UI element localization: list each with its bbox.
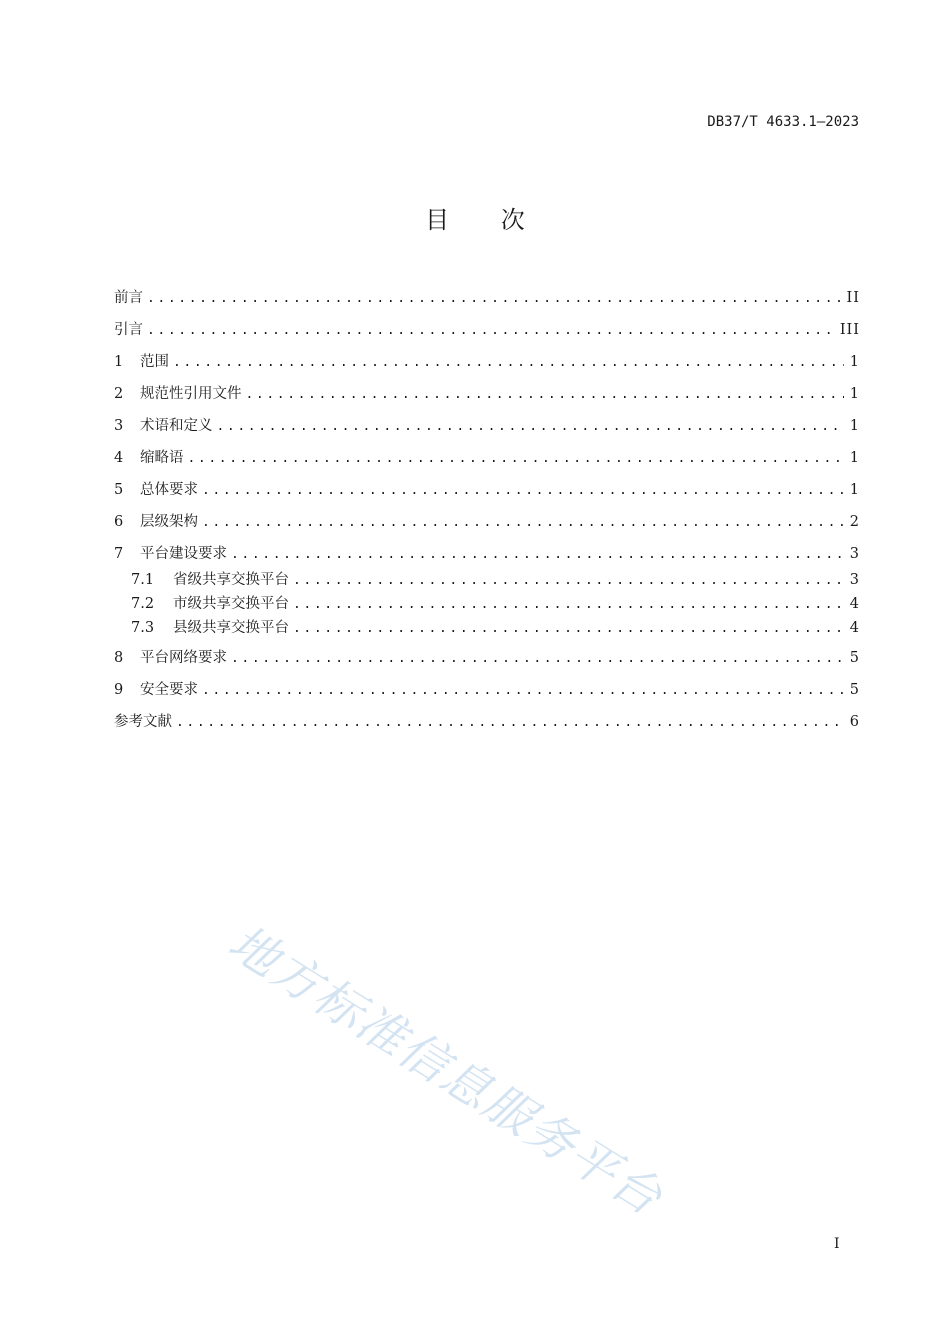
toc-leader-dots: [293, 597, 844, 612]
toc-entry-page: 4: [849, 596, 860, 612]
page-number: I: [834, 1236, 840, 1252]
toc-entry-7-1[interactable]: [131, 568, 860, 590]
toc-entry-number: 3: [114, 418, 124, 434]
toc-entry-label: 平台网络要求: [140, 650, 227, 666]
toc-entry-page: 3: [849, 572, 860, 588]
toc-entry-page: 1: [849, 386, 860, 402]
toc-title: 目 次: [425, 206, 547, 234]
toc-leader-dots: [202, 515, 844, 530]
toc-entry-page: III: [839, 322, 860, 338]
toc-entry-label: 范围: [140, 354, 169, 370]
toc-entry-6[interactable]: [114, 510, 860, 532]
toc-entry-number: 2: [114, 386, 124, 402]
toc-entry-number: 7.1: [131, 572, 155, 588]
toc-entry-page: 5: [849, 682, 860, 698]
toc-entry-number: 8: [114, 650, 124, 666]
toc-entry-page: 2: [849, 514, 860, 530]
toc-entry-page: 1: [849, 482, 860, 498]
toc-entry-label: 市级共享交换平台: [173, 596, 289, 612]
toc-entry-bibliography[interactable]: [114, 710, 860, 732]
toc-entry-number: 1: [114, 354, 124, 370]
toc-entry-label: 缩略语: [140, 450, 184, 466]
toc-entry-page: II: [846, 290, 860, 306]
toc-entry-number: 7.2: [131, 596, 155, 612]
toc-entry-page: 4: [849, 620, 860, 636]
toc-entry-number: 9: [114, 682, 124, 698]
toc-entry-5[interactable]: [114, 478, 860, 500]
toc-entry-9[interactable]: [114, 678, 860, 700]
toc-entry-1[interactable]: [114, 350, 860, 372]
toc-entry-page: 1: [849, 450, 860, 466]
toc-leader-dots: [176, 715, 844, 730]
toc-entry-label: 引言: [114, 322, 143, 338]
watermark: 地方标准信息服务平台: [218, 914, 673, 1228]
toc-entry-2[interactable]: [114, 382, 860, 404]
toc-entry-7-2[interactable]: [131, 592, 860, 614]
document-code: DB37/T 4633.1—2023: [707, 114, 859, 130]
toc-entry-number: 7: [114, 546, 124, 562]
toc-entry-8[interactable]: [114, 646, 860, 668]
toc-entry-label: 层级架构: [140, 514, 198, 530]
toc-entry-number: 4: [114, 450, 124, 466]
toc-entry-page: 5: [849, 650, 860, 666]
toc-entry-label: 术语和定义: [140, 418, 213, 434]
toc-entry-label: 参考文献: [114, 714, 172, 730]
toc-leader-dots: [147, 323, 834, 338]
toc-leader-dots: [293, 573, 844, 588]
toc-leader-dots: [231, 651, 844, 666]
toc-entry-page: 3: [849, 546, 860, 562]
toc-leader-dots: [217, 419, 844, 434]
toc-leader-dots: [202, 683, 844, 698]
toc-entry-label: 规范性引用文件: [140, 386, 242, 402]
toc-entry-number: 5: [114, 482, 124, 498]
toc-entry-label: 省级共享交换平台: [173, 572, 289, 588]
toc-leader-dots: [246, 387, 844, 402]
toc-entry-7[interactable]: [114, 542, 860, 564]
toc-leader-dots: [293, 621, 844, 636]
toc-entry-3[interactable]: [114, 414, 860, 436]
toc-entry-7-3[interactable]: [131, 616, 860, 638]
toc-entry-number: 6: [114, 514, 124, 530]
toc-leader-dots: [188, 451, 844, 466]
toc-entry-page: 6: [849, 714, 860, 730]
toc-leader-dots: [173, 355, 844, 370]
toc-entry-label: 前言: [114, 290, 143, 306]
toc-entry-page: 1: [849, 354, 860, 370]
toc-entry-4[interactable]: [114, 446, 860, 468]
toc-entry-label: 安全要求: [140, 682, 198, 698]
toc-entry-foreword[interactable]: [114, 286, 860, 308]
toc-entry-label: 县级共享交换平台: [173, 620, 289, 636]
toc-leader-dots: [147, 291, 841, 306]
toc-entry-page: 1: [849, 418, 860, 434]
toc-leader-dots: [202, 483, 844, 498]
toc-entry-introduction[interactable]: [114, 318, 860, 340]
toc-entry-label: 总体要求: [140, 482, 198, 498]
toc-entry-label: 平台建设要求: [140, 546, 227, 562]
toc-entry-number: 7.3: [131, 620, 155, 636]
toc-leader-dots: [231, 547, 844, 562]
